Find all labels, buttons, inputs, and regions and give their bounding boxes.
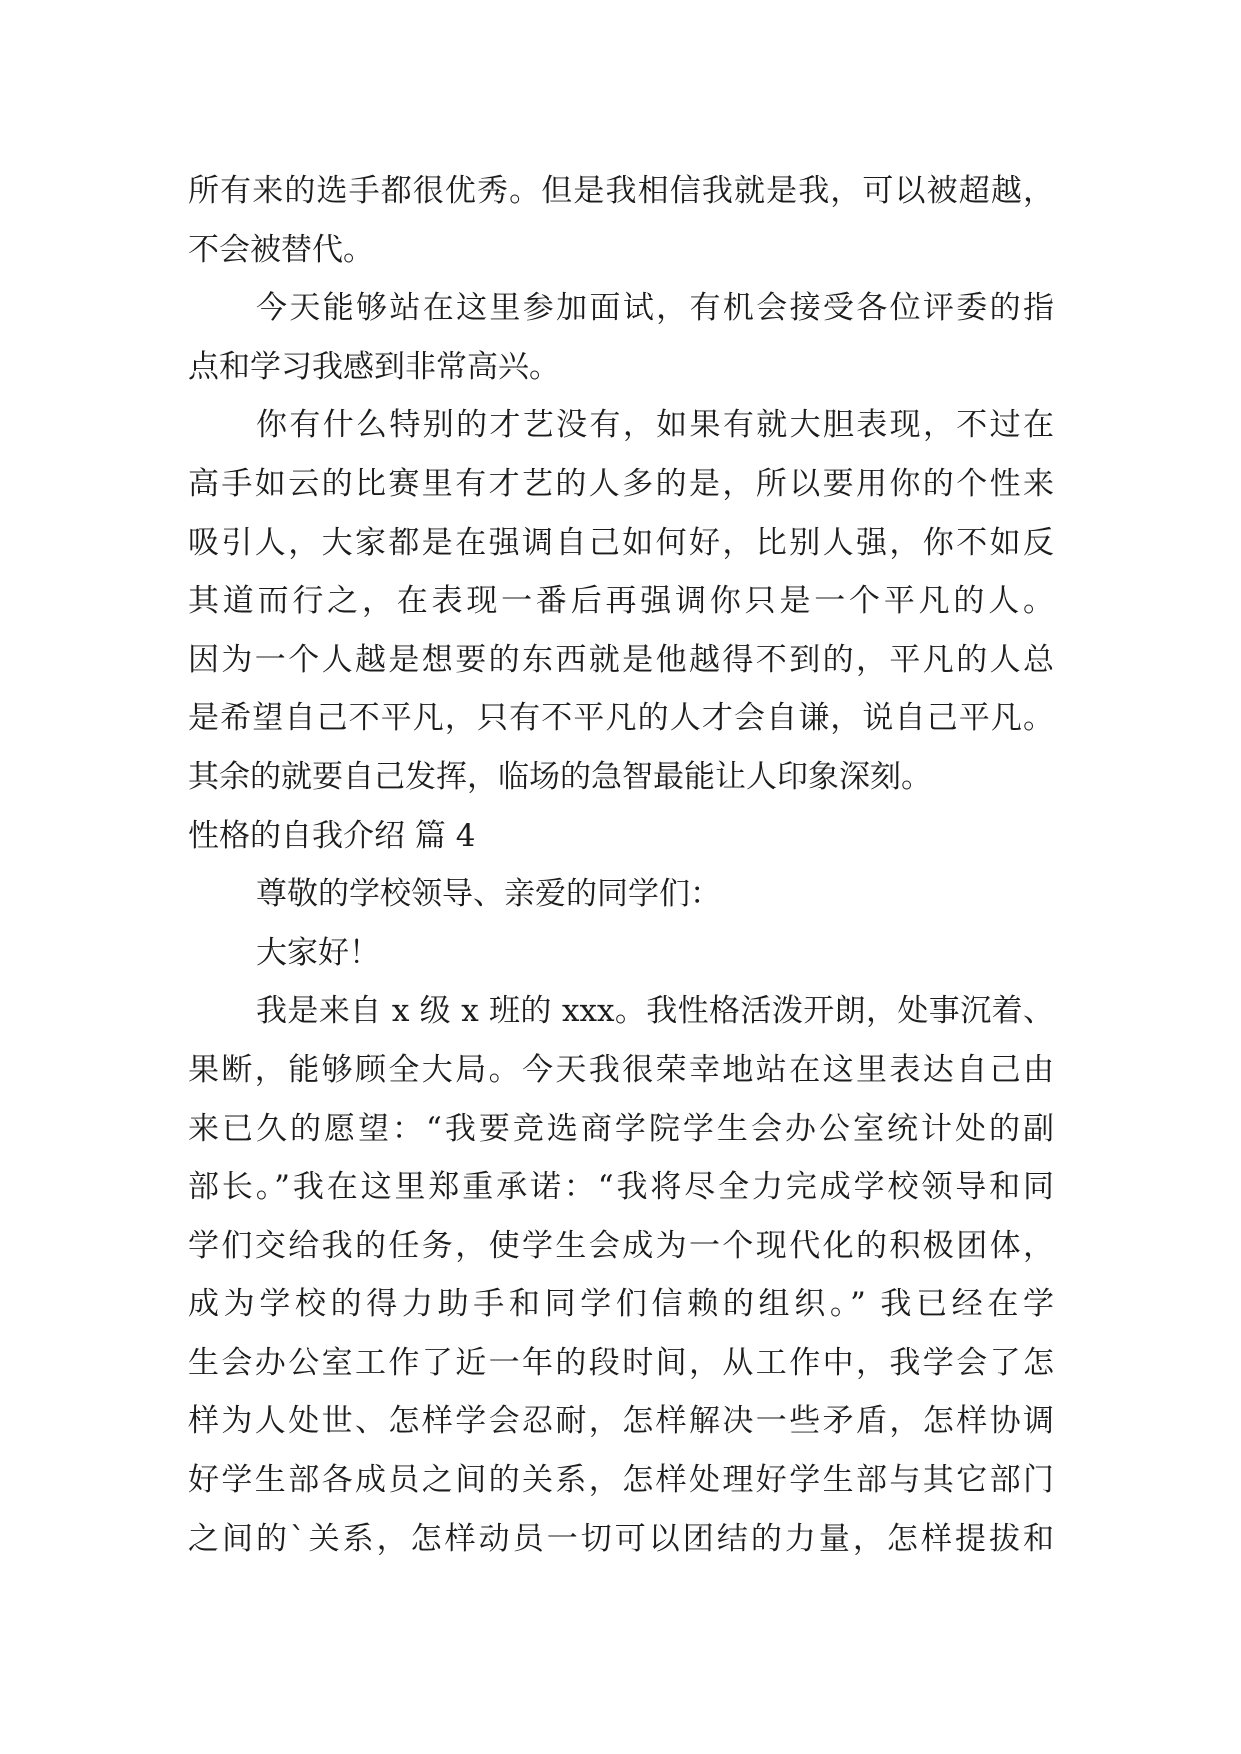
text-line: 尊敬的学校领导、亲爱的同学们：: [256, 876, 721, 913]
text-line: 不会被替代。: [188, 231, 374, 268]
text-line: 大家好！: [256, 934, 380, 971]
paragraph: [188, 396, 1054, 806]
text-line: 成为学校的得力助手和同学们信赖的组织。” 我已经在学: [188, 1286, 1054, 1323]
text-line: 点和学习我感到非常高兴。: [188, 348, 560, 385]
paragraph: [188, 865, 1054, 924]
text-line: 吸引人，大家都是在强调自己如何好，比别人强，你不如反: [188, 524, 1054, 561]
text-line: 部长。”我在这里郑重承诺：“我将尽全力完成学校领导和同: [188, 1169, 1054, 1206]
text-line: 所有来的选手都很优秀。但是我相信我就是我，可以被超越，: [188, 173, 1054, 209]
section-heading: 性格的自我介绍 篇 4: [188, 817, 476, 854]
text-line: 我是来自 x 级 x 班的 xxx。我性格活泼开朗，处事沉着、: [256, 993, 1054, 1030]
text-line: 果断，能够顾全大局。今天我很荣幸地站在这里表达自己由: [188, 1051, 1054, 1088]
text-line: 其余的就要自己发挥，临场的急智最能让人印象深刻。: [188, 758, 932, 795]
text-line: 其道而行之，在表现一番后再强调你只是一个平凡的人。: [188, 583, 1054, 620]
text-line: 你有什么特别的才艺没有，如果有就大胆表现，不过在: [256, 407, 1054, 444]
text-line: 高手如云的比赛里有才艺的人多的是，所以要用你的个性来: [188, 465, 1054, 502]
text-line: 样为人处世、怎样学会忍耐，怎样解决一些矛盾，怎样协调: [188, 1403, 1054, 1440]
paragraph: [188, 162, 1054, 279]
paragraph: [188, 982, 1054, 1568]
text-line: 来已久的愿望：“我要竞选商学院学生会办公室统计处的副: [188, 1110, 1054, 1147]
paragraph: [188, 924, 1054, 983]
text-line: 好学生部各成员之间的关系，怎样处理好学生部与其它部门: [188, 1462, 1054, 1499]
text-line: 学们交给我的任务，使学生会成为一个现代化的积极团体，: [188, 1227, 1054, 1264]
text-line: 生会办公室工作了近一年的段时间，从工作中，我学会了怎: [188, 1344, 1054, 1381]
text-line: 是希望自己不平凡，只有不平凡的人才会自谦，说自己平凡。: [188, 700, 1054, 737]
text-line: 因为一个人越是想要的东西就是他越得不到的，平凡的人总: [188, 641, 1054, 678]
text-line: 之间的`关系，怎样动员一切可以团结的力量，怎样提拔和: [188, 1520, 1054, 1557]
text-line: 今天能够站在这里参加面试，有机会接受各位评委的指: [256, 290, 1054, 327]
paragraph: [188, 279, 1054, 396]
document-body: [188, 162, 1054, 1568]
